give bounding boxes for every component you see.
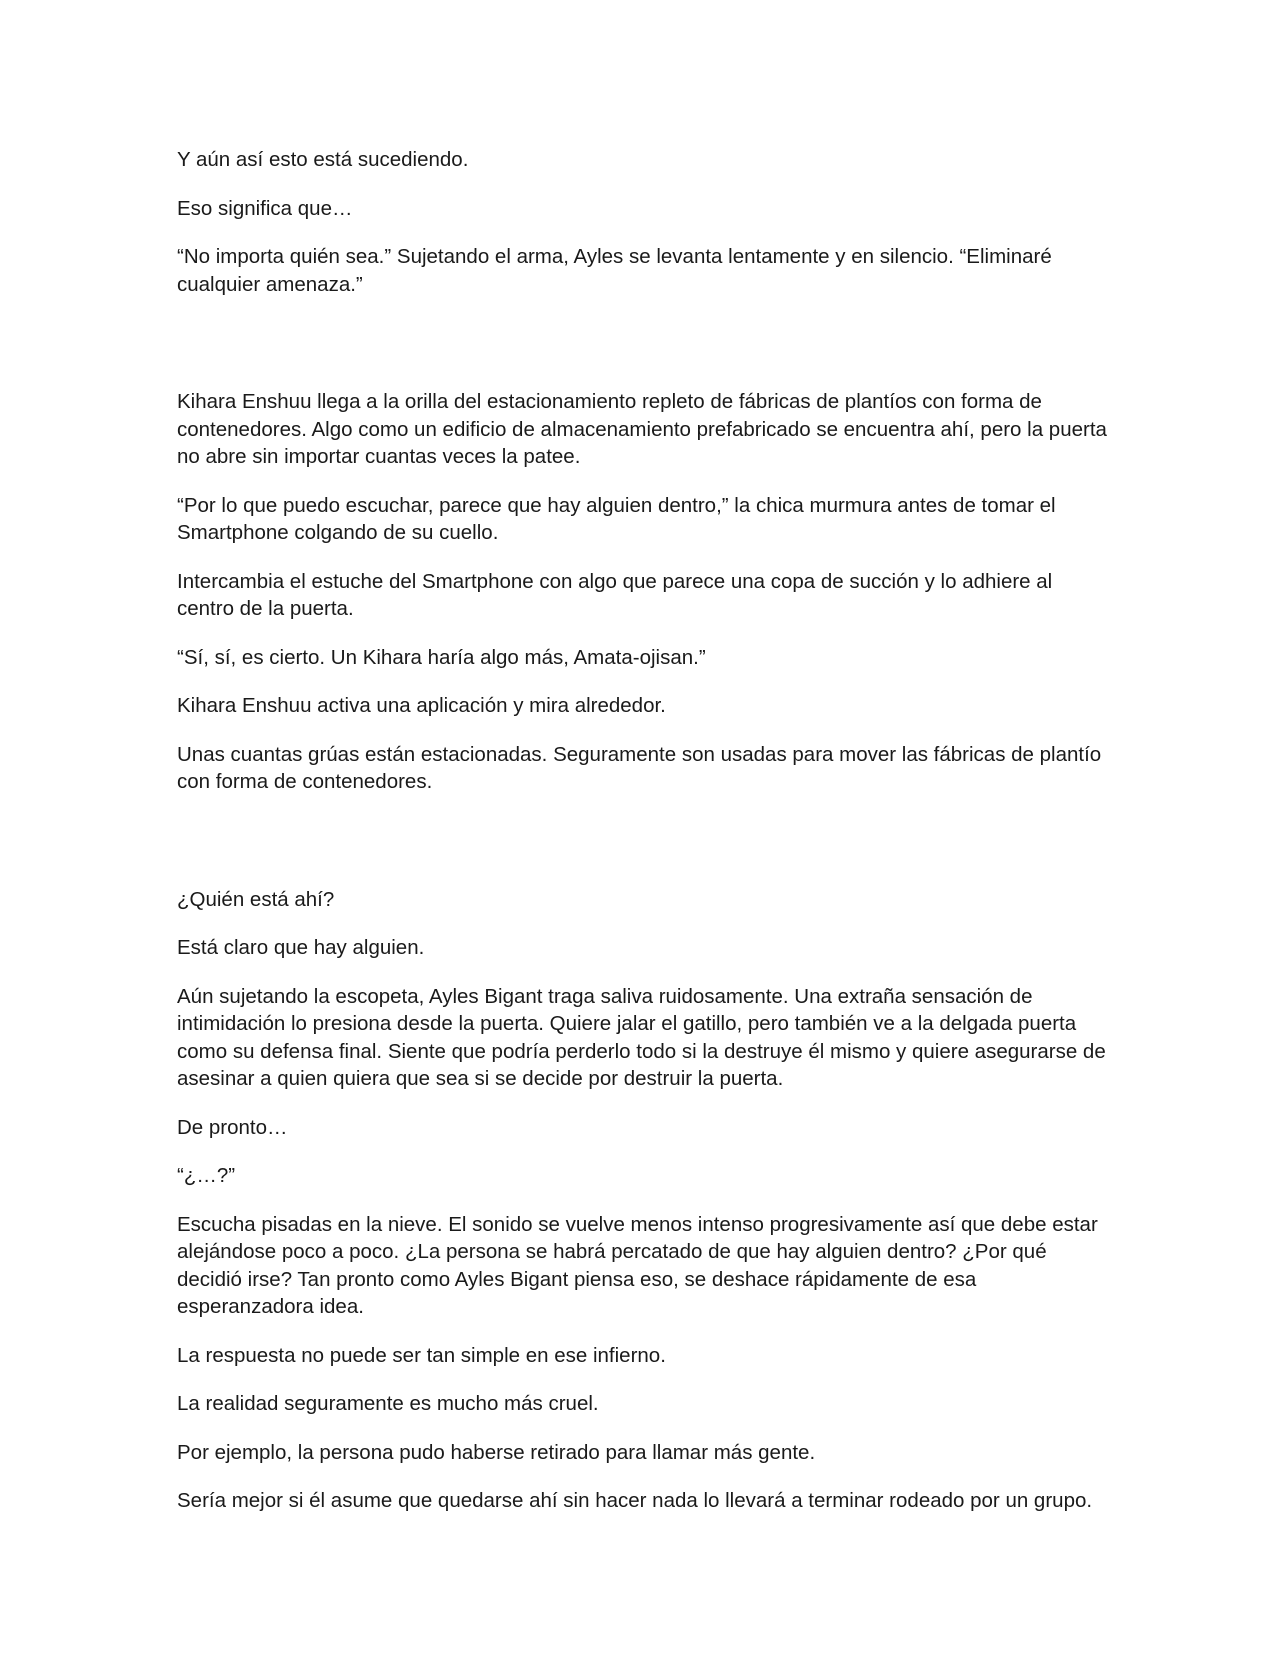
document-body bbox=[177, 146, 1107, 1536]
paragraph: Eso significa que… bbox=[177, 196, 353, 220]
paragraph: Kihara Enshuu activa una aplicación y mira alrededor. bbox=[177, 694, 666, 717]
paragraph: De pronto… bbox=[177, 1115, 288, 1139]
paragraph: Intercambia el estuche del Smartphone con algo que parece una copa de succión y lo adhiere al centro de la puerta. bbox=[177, 569, 1053, 620]
paragraph: “Sí, sí, es cierto. Un Kihara haría algo más, Amata-ojisan.” bbox=[177, 645, 706, 669]
paragraph: Unas cuantas grúas están estacionadas. Seguramente son usadas para mover las fábricas de plantío con forma de contenedores. bbox=[177, 742, 1102, 793]
paragraph: Aún sujetando la escopeta, Ayles Bigant traga saliva ruidosamente. Una extraña sensación de intimidación lo presiona desde la puerta. Quiere jalar el gatillo, pero también ve a la delgada puerta como su defensa final. Siente que podría perderlo todo si la destruye él mismo y quiere asegurarse de asesinar a quien quiera que sea si se decide por destruir la puerta. bbox=[177, 984, 1106, 1090]
paragraph: “No importa quién sea.” Sujetando el arma, Ayles se levanta lentamente y en silencio. “Eliminaré cualquier amenaza.” bbox=[177, 245, 1052, 296]
paragraph: “¿…?” bbox=[177, 1164, 236, 1187]
paragraph: Por ejemplo, la persona pudo haberse retirado para llamar más gente. bbox=[177, 1440, 816, 1464]
paragraph: ¿Quién está ahí? bbox=[177, 887, 335, 911]
paragraph: La respuesta no puede ser tan simple en ese infierno. bbox=[177, 1343, 666, 1367]
scene-break bbox=[177, 817, 1107, 886]
paragraph: “Por lo que puedo escuchar, parece que hay alguien dentro,” la chica murmura antes de tomar el Smartphone colgando de su cuello. bbox=[177, 493, 1056, 544]
paragraph: Y aún así esto está sucediendo. bbox=[177, 148, 469, 171]
paragraph: Sería mejor si él asume que quedarse ahí sin hacer nada lo llevará a terminar rodeado por un grupo. bbox=[177, 1489, 1093, 1512]
paragraph: Escucha pisadas en la nieve. El sonido se vuelve menos intenso progresivamente así que debe estar alejándose poco a poco. ¿La persona se habrá percatado de que hay alguien dentro? ¿Por qué decidió irse? Tan pronto como Ayles Bigant piensa eso, se deshace rápidamente de esa esperanzadora idea. bbox=[177, 1212, 1098, 1318]
paragraph: Está claro que hay alguien. bbox=[177, 936, 425, 959]
scene-break bbox=[177, 319, 1107, 388]
paragraph: La realidad seguramente es mucho más cruel. bbox=[177, 1392, 599, 1415]
paragraph: Kihara Enshuu llega a la orilla del estacionamiento repleto de fábricas de plantíos con forma de contenedores. Algo como un edificio de almacenamiento prefabricado se encuentra ahí, pero la puerta no abre sin importar cuantas veces la patee. bbox=[177, 390, 1107, 468]
